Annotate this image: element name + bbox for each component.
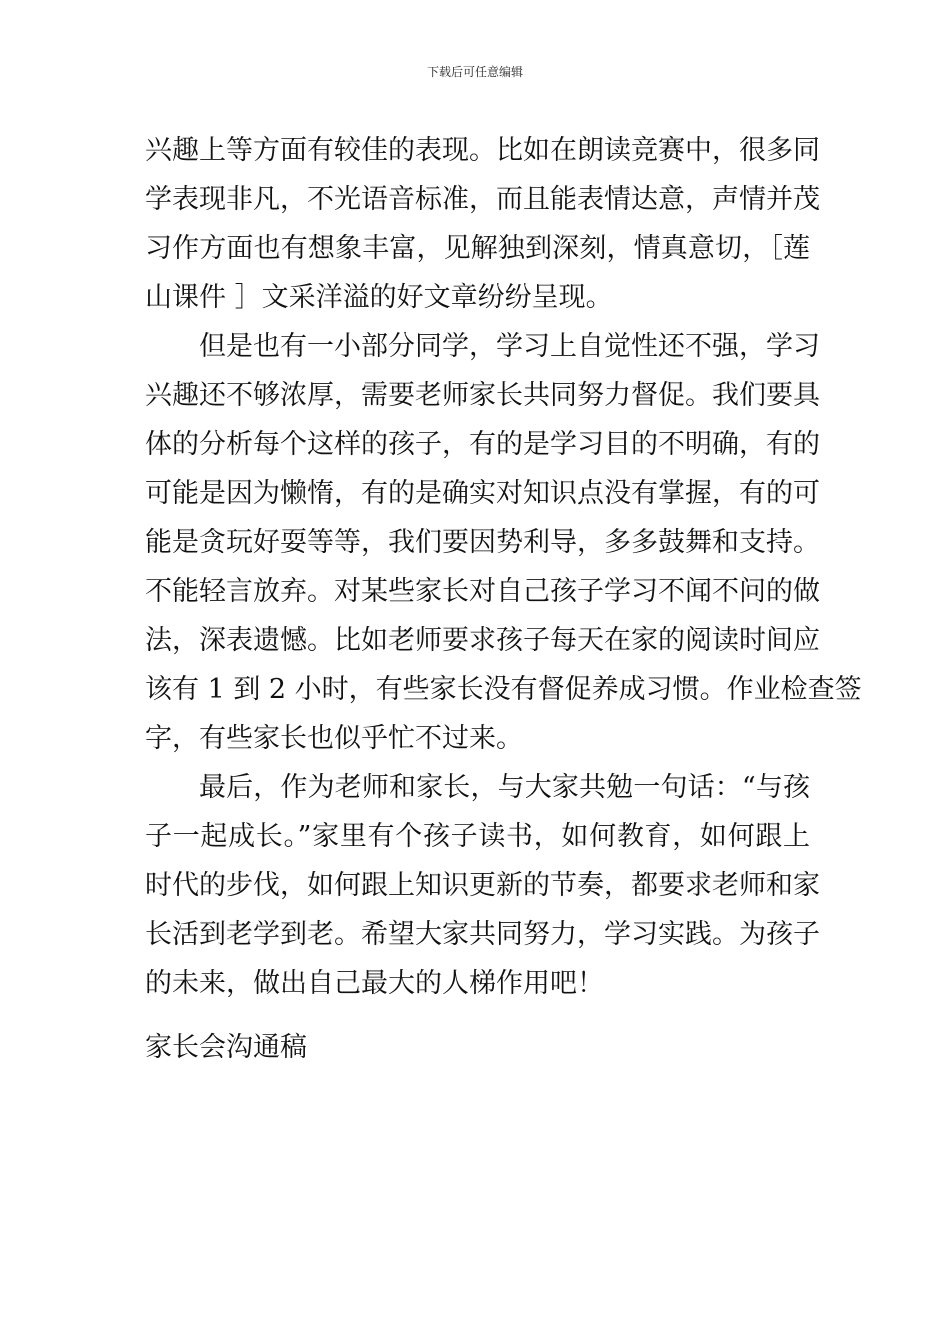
- document-body: [145, 126, 862, 1008]
- paragraph-2-line-6: 不能轻言放弃。对某些家长对自己孩子学习不闻不问的做: [145, 576, 820, 607]
- paragraph-1-line-2: 学表现非凡，不光语音标准，而且能表情达意，声情并茂: [145, 184, 820, 215]
- paragraph-3-line-3: 时代的步伐，如何跟上知识更新的节奏，都要求老师和家: [145, 870, 820, 901]
- document-footer-title: 家长会沟通稿: [145, 1032, 307, 1063]
- paragraph-3-line-2: 子一起成长。”家里有个孩子读书，如何教育，如何跟上: [145, 821, 810, 852]
- paragraph-3-line-4: 长活到老学到老。希望大家共同努力，学习实践。为孩子: [145, 919, 820, 950]
- paragraph-3-line-5: 的未来，做出自己最大的人梯作用吧！: [145, 968, 604, 999]
- paragraph-2-line-5: 能是贪玩好耍等等，我们要因势利导，多多鼓舞和支持。: [145, 527, 820, 558]
- paragraph-3-line-1: 最后，作为老师和家长，与大家共勉一句话：“与孩: [199, 772, 810, 803]
- page-header-note: 下载后可任意编辑: [426, 65, 523, 79]
- paragraph-1-line-4: 山课件 ］文采洋溢的好文章纷纷呈现。: [145, 282, 613, 313]
- paragraph-2-line-9: 字，有些家长也似乎忙不过来。: [145, 723, 523, 754]
- paragraph-2-line-4: 可能是因为懒惰，有的是确实对知识点没有掌握，有的可: [145, 478, 820, 509]
- paragraph-1-line-1: 兴趣上等方面有较佳的表现。比如在朗读竞赛中，很多同: [145, 135, 820, 166]
- paragraph-2-line-3: 体的分析每个这样的孩子，有的是学习目的不明确，有的: [145, 429, 820, 460]
- paragraph-1-line-3: 习作方面也有想象丰富，见解独到深刻，情真意切，［莲: [145, 233, 810, 264]
- paragraph-2-line-8: 该有 1 到 2 小时，有些家长没有督促养成习惯。作业检查签: [145, 674, 862, 705]
- paragraph-2-line-2: 兴趣还不够浓厚，需要老师家长共同努力督促。我们要具: [145, 380, 820, 411]
- paragraph-2-line-7: 法，深表遗憾。比如老师要求孩子每天在家的阅读时间应: [145, 625, 820, 656]
- paragraph-2-line-1: 但是也有一小部分同学，学习上自觉性还不强，学习: [199, 331, 820, 362]
